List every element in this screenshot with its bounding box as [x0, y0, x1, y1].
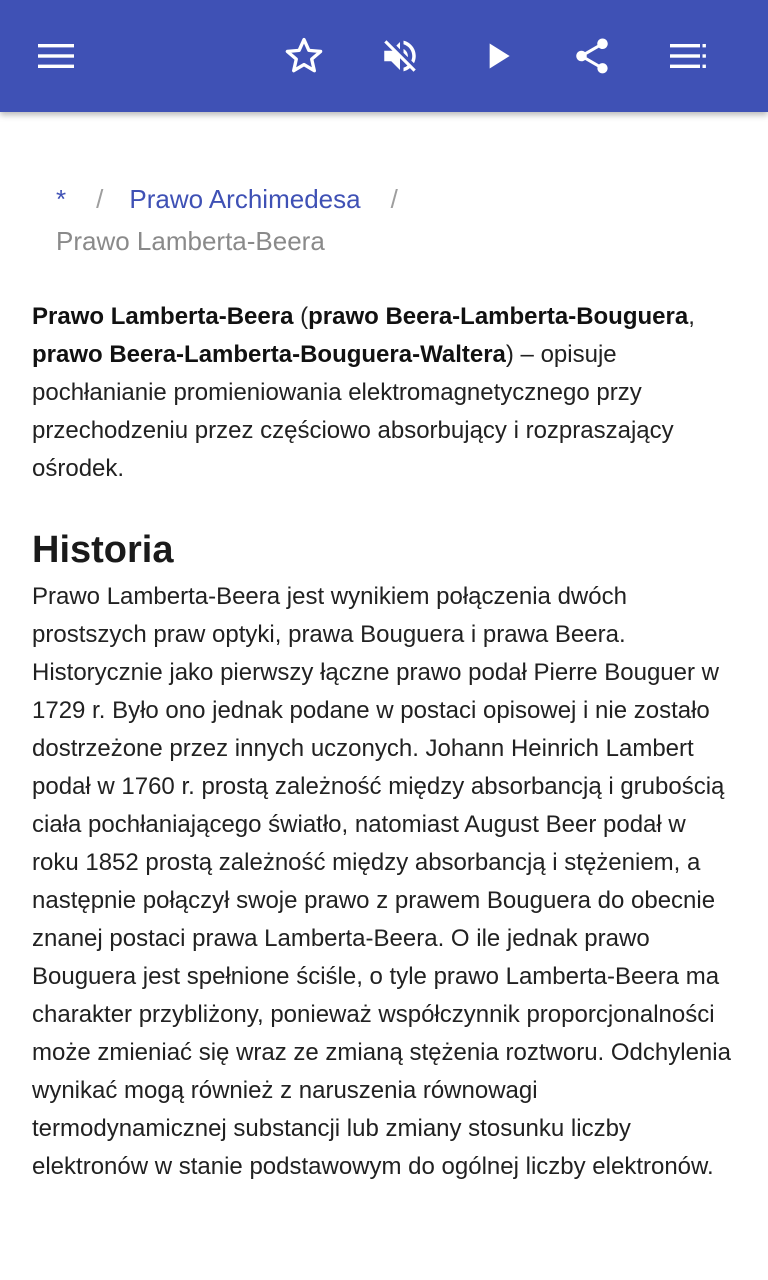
star-icon [283, 35, 325, 77]
intro-term-alt2: prawo Beera-Lamberta-Bouguera-Waltera [32, 341, 506, 368]
play-icon [478, 36, 518, 76]
volume-off-icon [379, 35, 421, 77]
contents-button[interactable] [660, 28, 716, 84]
section-heading: Historia [32, 529, 174, 571]
intro-term-main: Prawo Lamberta-Beera [32, 303, 294, 330]
breadcrumb-separator: / [390, 184, 398, 214]
article-intro [32, 298, 742, 488]
menu-button[interactable] [28, 28, 84, 84]
share-icon [571, 35, 613, 77]
breadcrumb-home-link[interactable]: * [56, 184, 67, 214]
intro-text: ) – opisuje pochłanianie promieniowania elektromagnetycznego przy przechodzeniu przez częściowo absorbujący i rozpraszający ośrodek. [32, 341, 674, 482]
article-content [0, 112, 768, 1280]
breadcrumb-current-page: Prawo Lamberta-Beera [56, 226, 325, 256]
breadcrumb-separator: / [96, 184, 104, 214]
mute-button[interactable] [372, 28, 428, 84]
intro-text: , [688, 303, 695, 330]
favorite-button[interactable] [276, 28, 332, 84]
play-button[interactable] [470, 28, 526, 84]
intro-text: ( [293, 303, 309, 330]
share-button[interactable] [564, 28, 620, 84]
breadcrumb [56, 178, 736, 262]
intro-term-alt1: prawo Beera-Lamberta-Bouguera [308, 303, 689, 330]
breadcrumb-parent-link[interactable]: Prawo Archimedesa [129, 184, 361, 214]
menu-icon [36, 41, 76, 71]
section-paragraph: Prawo Lamberta-Beera jest wynikiem połączenia dwóch prostszych praw optyki, prawa Bouguera i prawa Beera. Historycznie jako pierwszy łączne prawo podał Pierre Bouguer w 1729 r. Było ono jednak podane w postaci opisowej i nie zostało dostrzeżone przez innych uczonych. Johann Heinrich Lambert podał w 1760 r. prostą zależność między absorbancją i grubością ciała pochłaniającego światło, natomiast August Beer podał w roku 1852 prostą zależność między absorbancją i stężeniem, a następnie połączył swoje prawo z prawem Bouguera do obecnie znanej postaci prawa Lamberta-Beera. O ile jednak prawo Bouguera jest spełnione ściśle, o tyle prawo Lamberta-Beera ma charakter przybliżony, ponieważ współczynnik proporcjonalności może zmieniać się wraz ze zmianą stężenia roztworu. Odchylenia wynikać mogą również z naruszenia równowagi termodynamicznej substancji lub zmiany stosunku liczby elektronów w stanie podstawowym do ogólnej liczby elektronów. [32, 583, 731, 1180]
playlist-icon [668, 41, 708, 71]
app-toolbar [0, 0, 768, 112]
